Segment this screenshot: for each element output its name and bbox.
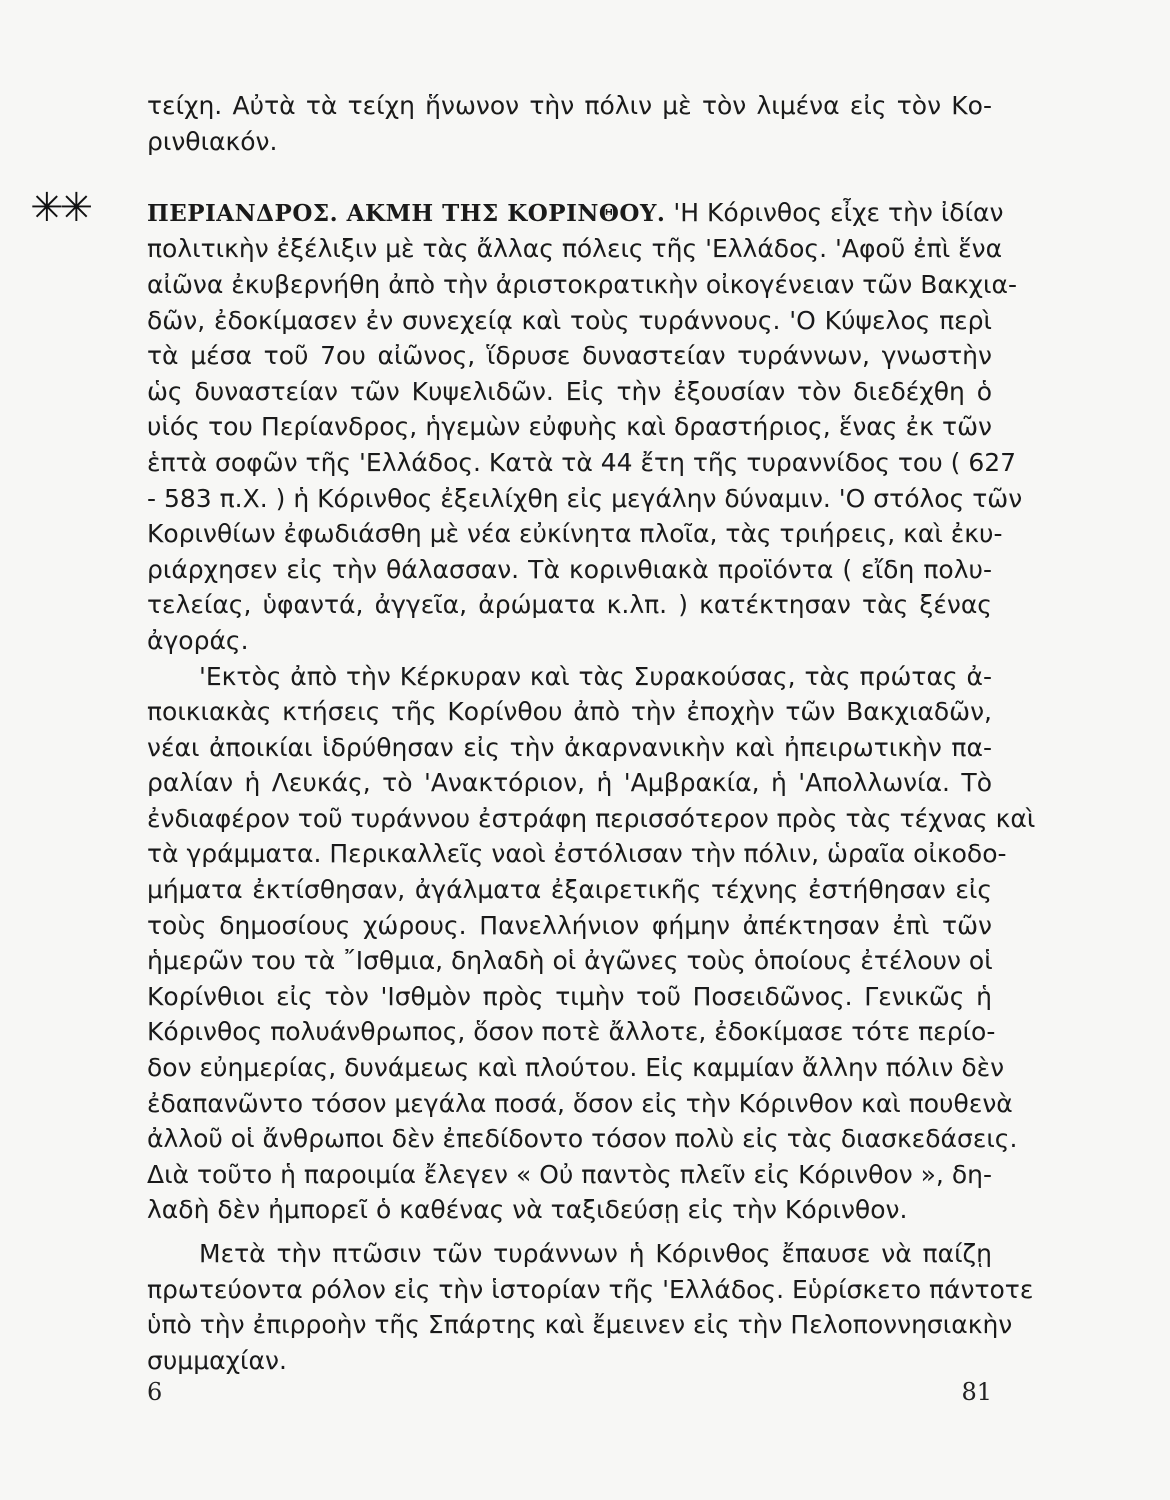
text-line: ποικιακὰς κτήσεις τῆς Κορίνθου ἀπὸ τὴν ἐποχὴν τῶν Βακχιαδῶν, xyxy=(147,697,992,727)
text-line: αἰῶνα ἐκυβερνήθη ἀπὸ τὴν ἀριστοκρατικὴν οἰκογένειαν τῶν Βακχια- xyxy=(147,269,1017,299)
text-line: Κόρινθος πολυάνθρωπος, ὅσον ποτὲ ἄλλοτε, ἐδοκίμασε τότε περίο- xyxy=(147,1017,996,1047)
text-line: ριάρχησεν εἰς τὴν θάλασσαν. Τὰ κορινθιακὰ προϊόντα ( εἴδη πολυ- xyxy=(147,554,992,584)
text-line: ὡς δυναστείαν τῶν Κυψελιδῶν. Εἰς τὴν ἐξουσίαν τὸν διεδέχθη ὁ xyxy=(147,376,992,406)
text-line: ἀγοράς. xyxy=(147,625,249,655)
text-line: τελείας, ὑφαντά, ἀγγεῖα, ἀρώματα κ.λπ. ) κατέκτησαν τὰς ξένας xyxy=(147,590,992,620)
text-line: 'Εκτὸς ἀπὸ τὴν Κέρκυραν καὶ τὰς Συρακούσας, τὰς πρώτας ἀ- xyxy=(199,661,992,691)
text-line: νέαι ἀποικίαι ἱδρύθησαν εἰς τὴν ἀκαρνανικὴν καὶ ἠπειρωτικὴν πα- xyxy=(147,732,992,762)
text-line: Κορίνθιοι εἰς τὸν 'Ισθμὸν πρὸς τιμὴν τοῦ Ποσειδῶνος. Γενικῶς ἡ xyxy=(147,981,992,1011)
text-line: ρινθιακόν. xyxy=(147,126,278,156)
text-run: 'Η Κόρινθος εἶχε τὴν ἰδίαν xyxy=(673,197,1004,227)
body-text xyxy=(147,88,1036,1378)
text-line: τὰ γράμματα. Περικαλλεῖς ναοὶ ἐστόλισαν τὴν πόλιν, ὡραῖα οἰκοδο- xyxy=(147,839,1007,869)
text-line: - 583 π.Χ. ) ἡ Κόρινθος ἐξειλίχθη εἰς μεγάλην δύναμιν. 'Ο στόλος τῶν xyxy=(147,483,1023,513)
text-line: τοὺς δημοσίους χώρους. Πανελλήνιον φήμην ἀπέκτησαν ἐπὶ τῶν xyxy=(147,910,992,940)
text-line: ραλίαν ἡ Λευκάς, τὸ 'Ανακτόριον, ἡ 'Αμβρακία, ἡ 'Απολλωνία. Τὸ xyxy=(147,768,992,798)
paragraph-gap xyxy=(147,1228,992,1236)
text-line: ἡμερῶν του τὰ ῎Ισθμια, δηλαδὴ οἱ ἀγῶνες τοὺς ὁποίους ἐτέλουν οἱ xyxy=(147,946,993,976)
text-line: ὑπὸ τὴν ἐπιρροὴν τῆς Σπάρτης καὶ ἔμεινεν εἰς τὴν Πελοποννησιακὴν xyxy=(147,1310,1013,1340)
text-line: Διὰ τοῦτο ἡ παροιμία ἔλεγεν « Οὐ παντὸς πλεῖν εἰς Κόρινθον », δη- xyxy=(147,1159,992,1189)
text-line: τείχη. Αὐτὰ τὰ τείχη ἥνωνον τὴν πόλιν μὲ τὸν λιμένα εἰς τὸν Κο- xyxy=(147,91,992,120)
page-number: 81 xyxy=(961,1378,992,1406)
text-line: πολιτικὴν ἐξέλιξιν μὲ τὰς ἄλλας πόλεις τῆς 'Ελλάδος. 'Αφοῦ ἐπὶ ἕνα xyxy=(147,234,1003,264)
text-line: υἱός του Περίανδρος, ἡγεμὼν εὐφυὴς καὶ δραστήριος, ἕνας ἐκ τῶν xyxy=(147,412,992,442)
text-line: συμμαχίαν. xyxy=(147,1345,287,1375)
signature-mark: 6 xyxy=(147,1378,163,1406)
text-line: Κορινθίων ἐφωδιάσθη μὲ νέα εὐκίνητα πλοῖα, τὰς τριήρεις, καὶ ἐκυ- xyxy=(147,519,1003,549)
margin-asterisks-icon: ✳✳ xyxy=(30,185,90,231)
text-line: ἑπτὰ σοφῶν τῆς 'Ελλάδος. Κατὰ τὰ 44 ἔτη τῆς τυραννίδος του ( 627 xyxy=(147,447,1017,477)
text-line: μήματα ἐκτίσθησαν, ἀγάλματα ἐξαιρετικῆς τέχνης ἐστήθησαν εἰς xyxy=(147,875,992,905)
text-line: ἐνδιαφέρον τοῦ τυράννου ἐστράφη περισσότερον πρὸς τὰς τέχνας καὶ xyxy=(147,803,1036,833)
text-line: τὰ μέσα τοῦ 7ου αἰῶνος, ἵδρυσε δυναστείαν τυράννων, γνωστὴν xyxy=(147,341,992,371)
text-line: ἀλλοῦ οἱ ἄνθρωποι δὲν ἐπεδίδοντο τόσον πολὺ εἰς τὰς διασκεδάσεις. xyxy=(147,1124,1018,1154)
text-line: δῶν, ἐδοκίμασεν ἐν συνεχείᾳ καὶ τοὺς τυράννους. 'Ο Κύψελος περὶ xyxy=(147,305,992,335)
section-heading: ΠΕΡΙΑΝΔΡΟΣ. ΑΚΜΗ ΤΗΣ ΚΟΡΙΝΘΟΥ. xyxy=(147,199,666,227)
blank-line xyxy=(147,159,992,195)
heading-line xyxy=(147,195,1004,232)
text-line: Μετὰ τὴν πτῶσιν τῶν τυράννων ἡ Κόρινθος ἔπαυσε νὰ παίζῃ xyxy=(199,1239,992,1268)
text-line: δον εὐημερίας, δυνάμεως καὶ πλούτου. Εἰς καμμίαν ἄλλην πόλιν δὲν xyxy=(147,1053,1005,1083)
text-line: λαδὴ δὲν ἠμπορεῖ ὁ καθένας νὰ ταξιδεύσῃ εἰς τὴν Κόρινθον. xyxy=(147,1195,908,1225)
text-line: ἐδαπανῶντο τόσον μεγάλα ποσά, ὅσον εἰς τὴν Κόρινθον καὶ πουθενὰ xyxy=(147,1088,1013,1118)
text-line: πρωτεύοντα ρόλον εἰς τὴν ἱστορίαν τῆς 'Ελλάδος. Εὑρίσκετο πάντοτε xyxy=(147,1274,1034,1304)
